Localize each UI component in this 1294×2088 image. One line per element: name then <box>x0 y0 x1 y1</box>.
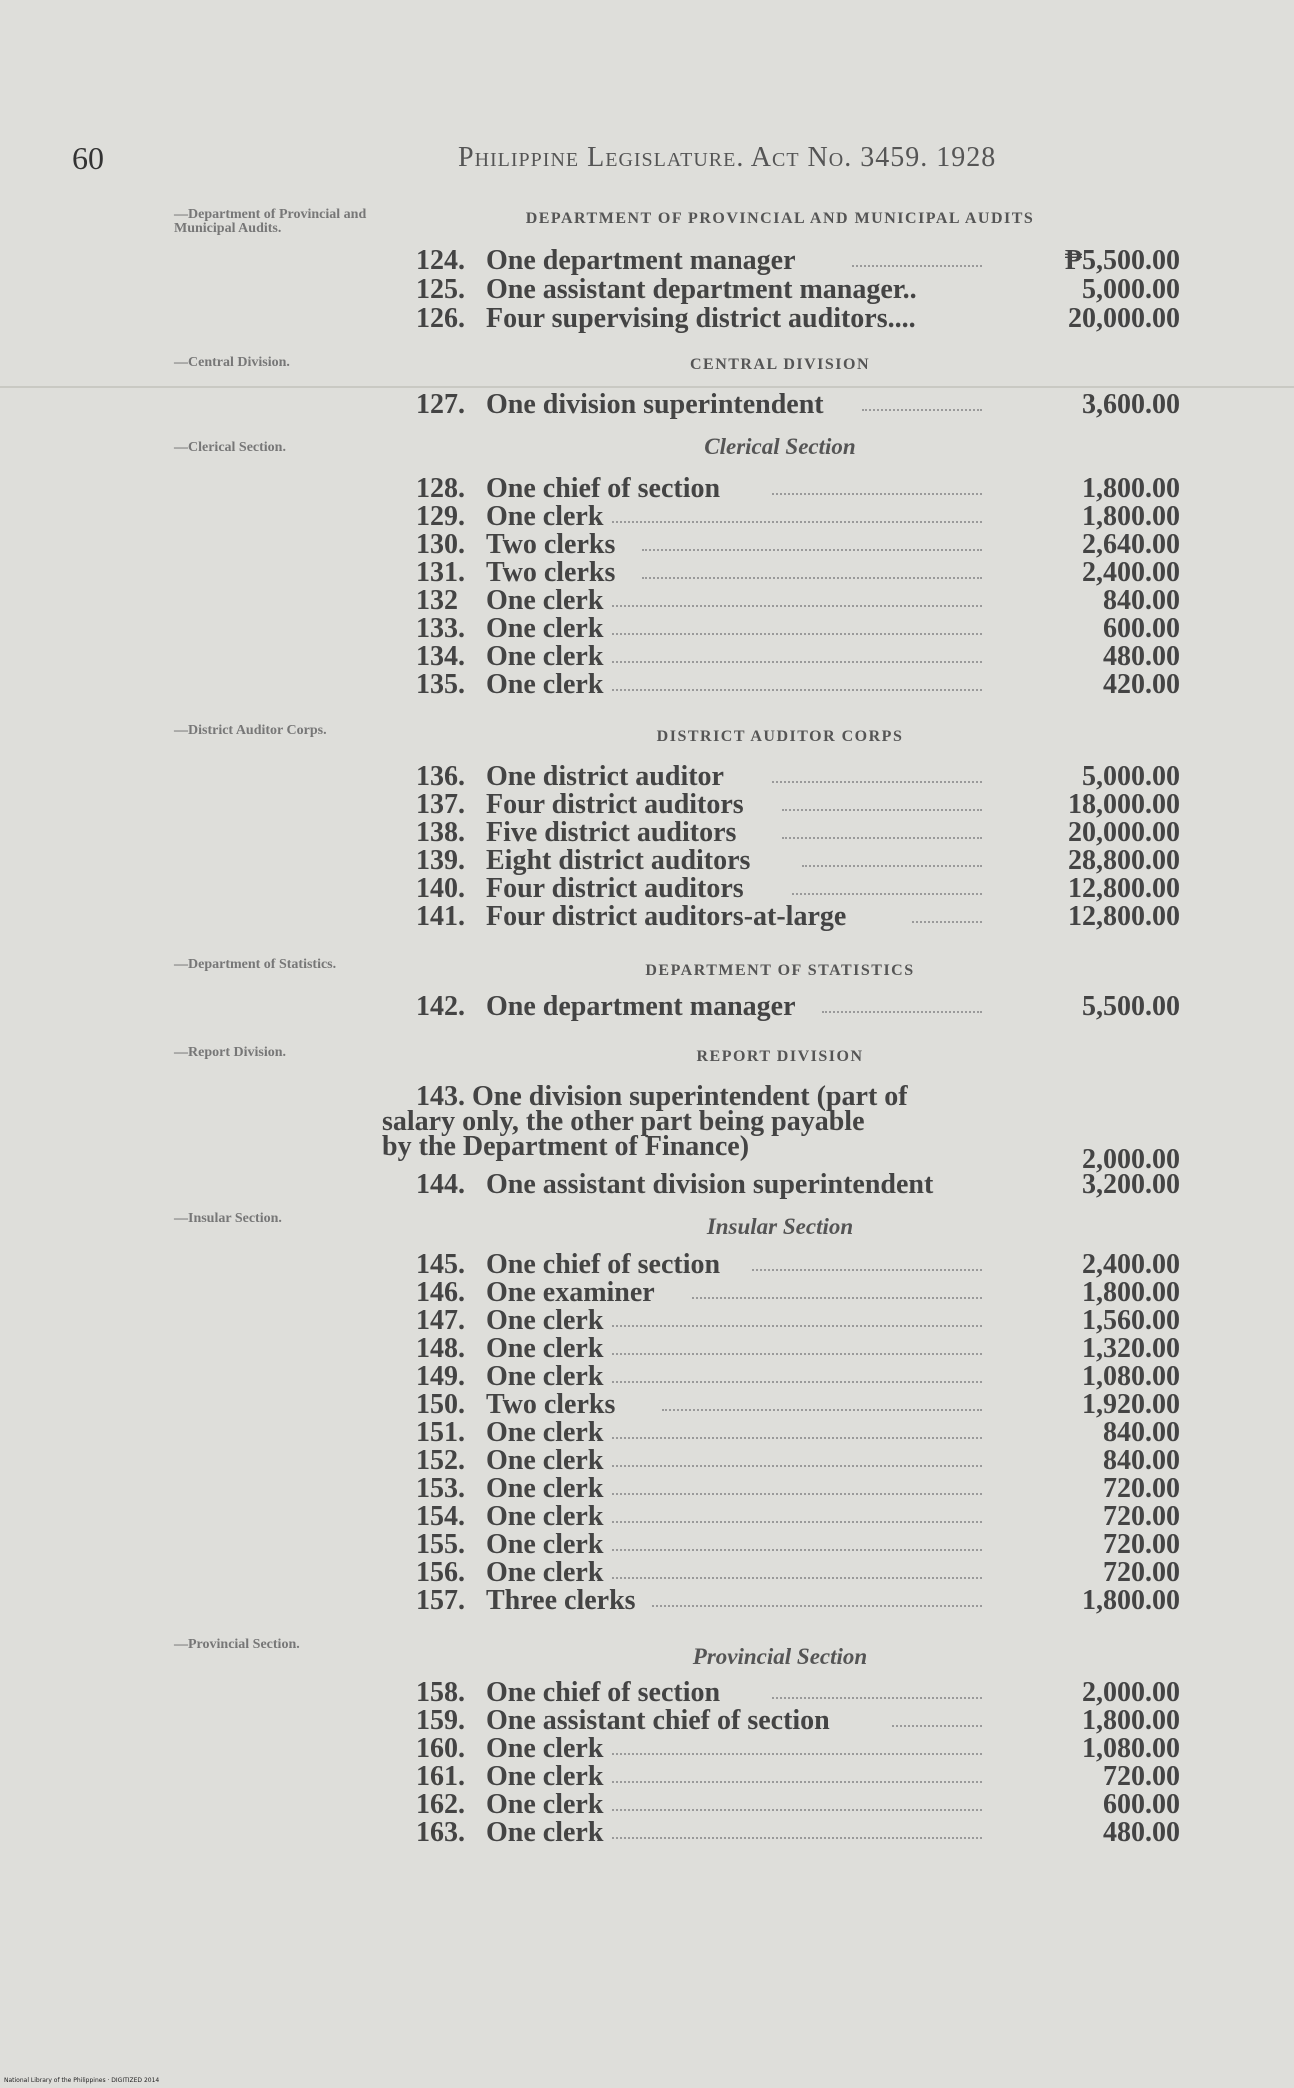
item-description: One clerk <box>486 669 604 700</box>
dot-leader <box>892 1723 982 1727</box>
item-description: Four district auditors-at-large <box>486 901 847 932</box>
item-line <box>380 1446 1180 1475</box>
item-amount: 3,600.00 <box>1082 389 1180 420</box>
dot-leader <box>782 807 982 811</box>
item-number: 156. <box>416 1557 465 1588</box>
item-description: One clerk <box>486 1417 604 1448</box>
item-description: One division superintendent <box>486 389 824 420</box>
item-description: One chief of section <box>486 473 721 504</box>
dot-leader <box>612 659 982 663</box>
item-line <box>380 642 1180 671</box>
margin-note-report: —Report Division. <box>174 1045 286 1060</box>
item-description: One clerk <box>486 1761 604 1792</box>
item-number: 150. <box>416 1389 465 1420</box>
item-description: Two clerks <box>486 529 616 560</box>
item-line <box>380 902 1180 931</box>
item-description: One assistant department manager.. <box>486 274 917 305</box>
item-line <box>380 670 1180 699</box>
item-143-line1: 143. One division superintendent (part of <box>416 1081 908 1112</box>
item-line <box>380 558 1180 587</box>
item-description: One examiner <box>486 1277 655 1308</box>
item-amount: ₱5,500.00 <box>1064 245 1180 276</box>
heading-dept-pma: DEPARTMENT OF PROVINCIAL AND MUNICIPAL AUDITS <box>525 210 1035 227</box>
dot-leader <box>612 1751 982 1755</box>
item-amount: 600.00 <box>1103 613 1180 644</box>
item-amount: 840.00 <box>1103 585 1180 616</box>
item-amount: 20,000.00 <box>1068 817 1180 848</box>
item-amount: 1,800.00 <box>1082 1585 1180 1616</box>
item-description: One assistant chief of section <box>486 1705 830 1736</box>
item-description: Two clerks <box>486 557 616 588</box>
item-number: 133. <box>416 613 465 644</box>
item-number: 155. <box>416 1529 465 1560</box>
item-description: One chief of section <box>486 1249 721 1280</box>
item-amount: 600.00 <box>1103 1789 1180 1820</box>
item-number: 151. <box>416 1417 465 1448</box>
item-number: 140. <box>416 873 465 904</box>
item-amount: 18,000.00 <box>1068 789 1180 820</box>
item-line <box>380 1790 1180 1819</box>
item-description: One clerk <box>486 1305 604 1336</box>
item-line <box>380 1586 1180 1615</box>
item-amount: 2,640.00 <box>1082 529 1180 560</box>
heading-statistics: DEPARTMENT OF STATISTICS <box>645 962 915 979</box>
item-amount: 1,080.00 <box>1082 1361 1180 1392</box>
item-amount: 840.00 <box>1103 1417 1180 1448</box>
item-description: One clerk <box>486 1789 604 1820</box>
item-amount: 1,560.00 <box>1082 1305 1180 1336</box>
dot-leader <box>612 1323 982 1327</box>
heading-insular: Insular Section <box>706 1214 854 1239</box>
item-line <box>380 614 1180 643</box>
item-number: 126. <box>416 303 465 334</box>
item-description: One clerk <box>486 1501 604 1532</box>
item-number: 125. <box>416 274 465 305</box>
item-number: 141. <box>416 901 465 932</box>
dot-leader <box>642 547 982 551</box>
item-line <box>380 586 1180 615</box>
page-number: 60 <box>72 140 104 176</box>
running-head: Philippine Legislature. Act No. 3459. 1928 <box>458 142 997 173</box>
item-number: 149. <box>416 1361 465 1392</box>
item-line <box>380 818 1180 847</box>
item-line <box>380 275 1180 304</box>
item-line <box>380 304 1180 333</box>
margin-note-insular: —Insular Section. <box>174 1211 282 1226</box>
item-number: 134. <box>416 641 465 672</box>
item-number: 138. <box>416 817 465 848</box>
dot-leader <box>772 1695 982 1699</box>
item-number: 124. <box>416 245 465 276</box>
item-amount: 5,000.00 <box>1082 761 1180 792</box>
dot-leader <box>612 1351 982 1355</box>
item-number: 158. <box>416 1677 465 1708</box>
item-description: One assistant division superintendent <box>486 1169 934 1200</box>
item-number: 147. <box>416 1305 465 1336</box>
item-description: One clerk <box>486 1733 604 1764</box>
item-description: One clerk <box>486 1473 604 1504</box>
item-number: 160. <box>416 1733 465 1764</box>
item-line <box>380 1418 1180 1447</box>
dot-leader <box>612 1779 982 1783</box>
item-number: 144. <box>416 1169 465 1200</box>
dot-leader <box>612 1379 982 1383</box>
item-line <box>380 502 1180 531</box>
dot-leader <box>852 263 982 267</box>
item-number: 142. <box>416 991 465 1022</box>
margin-note-statistics: —Department of Statistics. <box>174 957 337 972</box>
item-amount: 720.00 <box>1103 1557 1180 1588</box>
item-amount: 2,400.00 <box>1082 1249 1180 1280</box>
item-line <box>380 1734 1180 1763</box>
item-amount: 5,000.00 <box>1082 274 1180 305</box>
item-number: 127. <box>416 389 465 420</box>
dot-leader <box>612 1807 982 1811</box>
item-amount: 720.00 <box>1103 1501 1180 1532</box>
item-description: Eight district auditors <box>486 845 751 876</box>
dot-leader <box>612 1491 982 1495</box>
heading-central: CENTRAL DIVISION <box>689 356 871 373</box>
dot-leader <box>692 1295 982 1299</box>
item-line <box>380 1278 1180 1307</box>
item-amount: 420.00 <box>1103 669 1180 700</box>
item-line <box>380 474 1180 503</box>
item-amount: 1,800.00 <box>1082 501 1180 532</box>
dot-leader <box>612 603 982 607</box>
dot-leader <box>612 1835 982 1839</box>
dot-leader <box>612 1435 982 1439</box>
margin-note-provincial: —Provincial Section. <box>174 1637 300 1652</box>
item-description: Two clerks <box>486 1389 616 1420</box>
item-description: One clerk <box>486 1445 604 1476</box>
item-description: One clerk <box>486 1361 604 1392</box>
item-description: One district auditor <box>486 761 724 792</box>
item-143-line2: salary only, the other part being payable <box>382 1106 865 1137</box>
item-143-amount: 2,000.00 <box>1082 1144 1180 1175</box>
item-description: One clerk <box>486 1817 604 1848</box>
item-amount: 1,800.00 <box>1082 473 1180 504</box>
item-number: 146. <box>416 1277 465 1308</box>
item-description: Four district auditors <box>486 873 744 904</box>
item-line <box>380 1474 1180 1503</box>
item-description: One clerk <box>486 1557 604 1588</box>
item-amount: 1,800.00 <box>1082 1705 1180 1736</box>
item-amount: 1,920.00 <box>1082 1389 1180 1420</box>
item-amount: 1,080.00 <box>1082 1733 1180 1764</box>
item-143 <box>382 1081 982 1162</box>
item-line <box>380 246 1180 275</box>
item-description: Four district auditors <box>486 789 744 820</box>
item-description: One clerk <box>486 1333 604 1364</box>
item-number: 137. <box>416 789 465 820</box>
item-description: Five district auditors <box>486 817 737 848</box>
dot-leader <box>782 835 982 839</box>
item-amount: 12,800.00 <box>1068 901 1180 932</box>
item-line <box>380 1530 1180 1559</box>
heading-clerical: Clerical Section <box>704 434 856 459</box>
dot-leader <box>612 1463 982 1467</box>
item-amount: 2,400.00 <box>1082 557 1180 588</box>
item-line <box>380 1390 1180 1419</box>
heading-report: REPORT DIVISION <box>696 1048 864 1065</box>
item-line <box>380 790 1180 819</box>
item-number: 148. <box>416 1333 465 1364</box>
item-amount: 12,800.00 <box>1068 873 1180 904</box>
dot-leader <box>772 491 982 495</box>
item-line <box>380 1762 1180 1791</box>
item-number: 128. <box>416 473 465 504</box>
scan-fold-line <box>0 386 1294 388</box>
item-number: 161. <box>416 1761 465 1792</box>
item-number: 145. <box>416 1249 465 1280</box>
item-line <box>380 992 1180 1021</box>
item-line <box>380 1706 1180 1735</box>
item-line <box>380 1306 1180 1335</box>
item-description: One clerk <box>486 613 604 644</box>
dot-leader <box>612 1519 982 1523</box>
item-number: 157. <box>416 1585 465 1616</box>
item-amount: 480.00 <box>1103 641 1180 672</box>
margin-note-district: —District Auditor Corps. <box>174 723 327 738</box>
dot-leader <box>612 1575 982 1579</box>
dot-leader <box>642 575 982 579</box>
dot-leader <box>792 891 982 895</box>
item-line <box>380 1502 1180 1531</box>
item-line <box>380 1818 1180 1847</box>
item-line <box>380 1334 1180 1363</box>
heading-provincial: Provincial Section <box>692 1644 868 1669</box>
item-143-line3: by the Department of Finance) <box>382 1131 750 1162</box>
item-number: 129. <box>416 501 465 532</box>
dot-leader <box>612 519 982 523</box>
dot-leader <box>862 407 982 411</box>
footer-credit: National Library of the Philippines · DIGITIZED 2014 <box>4 2077 160 2084</box>
item-description: One clerk <box>486 585 604 616</box>
item-number: 159. <box>416 1705 465 1736</box>
item-description: One clerk <box>486 641 604 672</box>
item-number: 136. <box>416 761 465 792</box>
margin-note-clerical: —Clerical Section. <box>174 440 286 455</box>
item-description: One department manager <box>486 245 796 276</box>
dot-leader <box>612 687 982 691</box>
dot-leader <box>612 1547 982 1551</box>
margin-note-central: —Central Division. <box>174 355 290 370</box>
item-amount: 20,000.00 <box>1068 303 1180 334</box>
item-amount: 3,200.00 <box>1082 1169 1180 1200</box>
item-amount: 1,320.00 <box>1082 1333 1180 1364</box>
dot-leader <box>652 1603 982 1607</box>
dot-leader <box>772 779 982 783</box>
item-description: Four supervising district auditors.... <box>486 303 916 334</box>
item-description: Three clerks <box>486 1585 636 1616</box>
item-amount: 720.00 <box>1103 1529 1180 1560</box>
item-description: One chief of section <box>486 1677 721 1708</box>
item-amount: 840.00 <box>1103 1445 1180 1476</box>
item-amount: 28,800.00 <box>1068 845 1180 876</box>
item-line <box>380 530 1180 559</box>
item-description: One clerk <box>486 1529 604 1560</box>
item-line <box>380 874 1180 903</box>
item-amount: 720.00 <box>1103 1761 1180 1792</box>
dot-leader <box>802 863 982 867</box>
dot-leader <box>752 1267 982 1271</box>
item-line <box>380 1678 1180 1707</box>
item-line <box>380 1558 1180 1587</box>
item-number: 163. <box>416 1817 465 1848</box>
item-number: 154. <box>416 1501 465 1532</box>
item-number: 139. <box>416 845 465 876</box>
margin-note-dept-pma: —Department of Provincial and Municipal Audits. <box>174 207 367 236</box>
dot-leader <box>912 919 982 923</box>
dot-leader <box>822 1009 982 1013</box>
item-amount: 720.00 <box>1103 1473 1180 1504</box>
item-number: 152. <box>416 1445 465 1476</box>
item-description: One clerk <box>486 501 604 532</box>
item-number: 135. <box>416 669 465 700</box>
item-amount: 1,800.00 <box>1082 1277 1180 1308</box>
item-line <box>380 846 1180 875</box>
item-number: 132 <box>416 585 458 616</box>
item-amount: 2,000.00 <box>1082 1677 1180 1708</box>
dot-leader <box>662 1407 982 1411</box>
item-line <box>380 1250 1180 1279</box>
item-number: 153. <box>416 1473 465 1504</box>
dot-leader <box>612 631 982 635</box>
item-number: 162. <box>416 1789 465 1820</box>
item-number: 131. <box>416 557 465 588</box>
item-number: 130. <box>416 529 465 560</box>
item-line <box>380 1362 1180 1391</box>
item-line <box>380 762 1180 791</box>
item-line <box>380 390 1180 419</box>
item-amount: 5,500.00 <box>1082 991 1180 1022</box>
heading-district: DISTRICT AUDITOR CORPS <box>656 728 904 745</box>
item-description: One department manager <box>486 991 796 1022</box>
item-amount: 480.00 <box>1103 1817 1180 1848</box>
